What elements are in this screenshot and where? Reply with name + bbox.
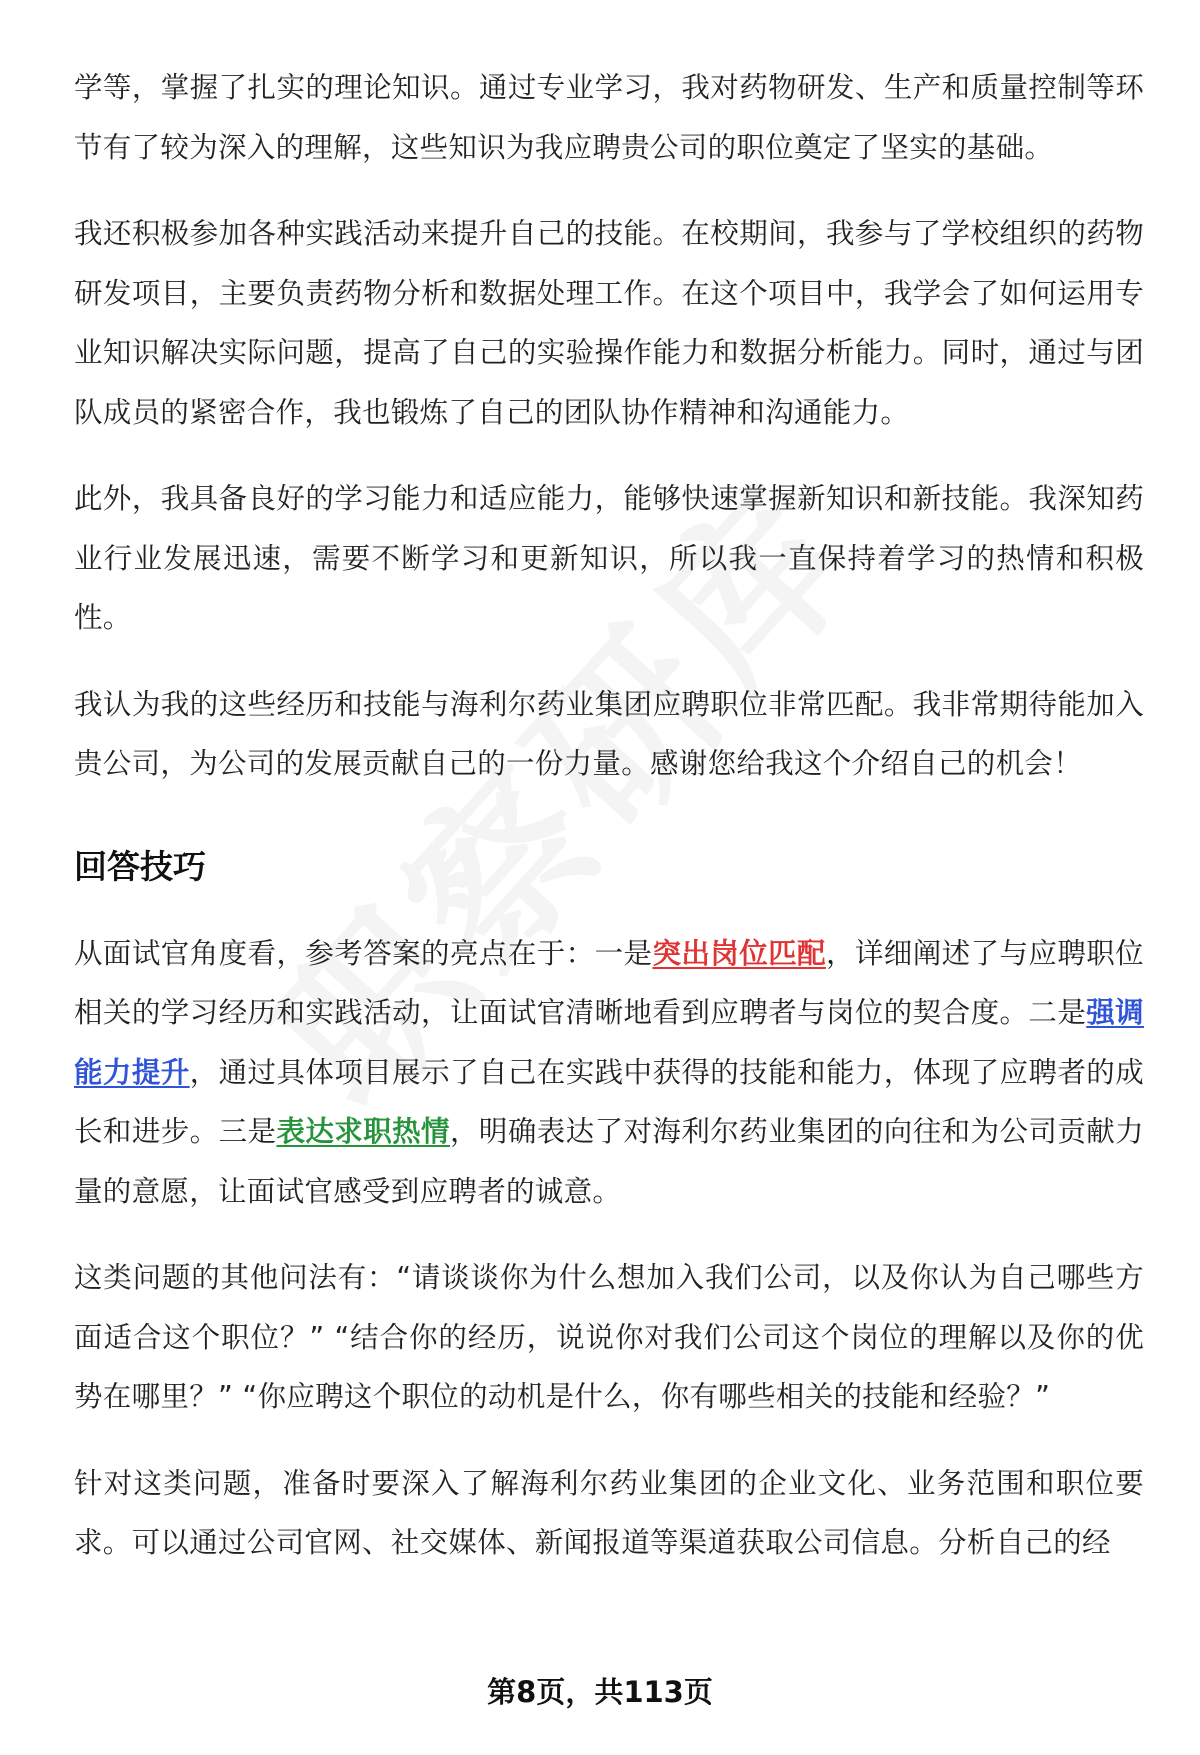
tips-text-2: ，详细阐述了与应聘职位相关的学习经历和实践活动，让面试官清晰地看到应聘者与岗位的契合度。二是 [74,936,1144,1029]
section-heading: 回答技巧 [74,846,206,886]
paragraph-other-questions: 这类问题的其他问法有：“请谈谈你为什么想加入我们公司，以及你认为自己哪些方面适合这个职位？” “结合你的经历，说说你对我们公司这个岗位的理解以及你的优势在哪里？” “你应聘这个职位的动机是什么，你有哪些相关的技能和经验？” [74,1261,1144,1413]
page-content [74,58,1144,1600]
tips-text-3: ，通过具体项目展示了自己在实践中获得的技能和能力，体现了应聘者的成长和进步。三是 [74,1055,1145,1148]
highlight-job-match: 突出岗位匹配 [652,936,826,970]
paragraph-conclusion: 我认为我的这些经历和技能与海利尔药业集团应聘职位非常匹配。我非常期待能加入贵公司，为公司的发展贡献自己的一份力量。感谢您给我这个介绍自己的机会！ [74,687,1144,780]
paragraph-preparation: 针对这类问题，准备时要深入了解海利尔药业集团的企业文化、业务范围和职位要求。可以通过公司官网、社交媒体、新闻报道等渠道获取公司信息。分析自己的经 [74,1466,1144,1559]
tips-text-1: 从面试官角度看，参考答案的亮点在于：一是 [74,936,653,970]
highlight-enthusiasm: 表达求职热情 [276,1115,450,1148]
page-number-footer: 第8页，共113页 [487,1675,713,1709]
paragraph-ability: 此外，我具备良好的学习能力和适应能力，能够快速掌握新知识和新技能。我深知药业行业发展迅速，需要不断学习和更新知识，所以我一直保持着学习的热情和积极性。 [74,482,1144,634]
highlight-ability-growth: 强调能力提升 [74,996,1144,1089]
tips-text-4: ，明确表达了对海利尔药业集团的向往和为公司贡献力量的意愿，让面试官感受到应聘者的诚意。 [74,1115,1144,1208]
paragraph-education: 学等，掌握了扎实的理论知识。通过专业学习，我对药物研发、生产和质量控制等环节有了较为深入的理解，这些知识为我应聘贵公司的职位奠定了坚实的基础。 [74,71,1144,164]
paragraph-tips [74,924,1144,1222]
paragraph-practice: 我还积极参加各种实践活动来提升自己的技能。在校期间，我参与了学校组织的药物研发项目，主要负责药物分析和数据处理工作。在这个项目中，我学会了如何运用专业知识解决实际问题，提高了自己的实验操作能力和数据分析能力。同时，通过与团队成员的紧密合作，我也锻炼了自己的团队协作精神和沟通能力。 [74,217,1144,429]
